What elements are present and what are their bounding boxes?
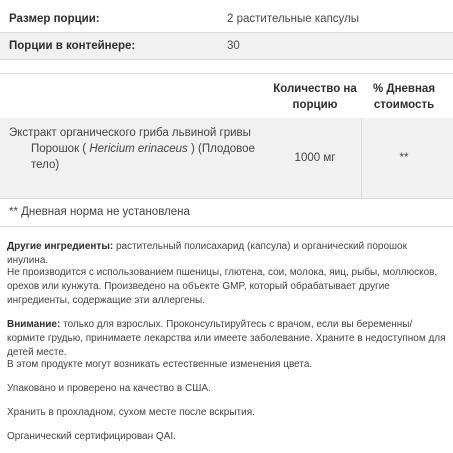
daily-value-footnote-row xyxy=(0,199,453,227)
daily-value-column-header: % Дневная стоимость xyxy=(372,83,436,111)
packed-in-usa-note: Упаковано и проверено на качество в США. xyxy=(7,383,211,394)
organic-certified-note: Органический сертифицирован QAI. xyxy=(7,431,176,442)
ingredient-sub-suffix: ) (Плодовое тело) xyxy=(31,143,255,171)
storage-note: Хранить в прохладном, сухом месте после вскрытия. xyxy=(7,407,255,418)
serving-size-row xyxy=(0,6,453,33)
ingredient-subtitle xyxy=(9,141,259,173)
ingredient-name: Экстракт органического гриба львиной гривы xyxy=(9,127,251,139)
other-ingredients xyxy=(7,240,447,268)
color-variation-note: В этом продукте могут возникать естественные изменения цвета. xyxy=(7,359,313,370)
other-ingredients-label: Другие ингредиенты: xyxy=(7,241,114,252)
warning-text: только для взрослых. Проконсультируйтесь с врачом, если вы беременны/кормите грудью, принимаете лекарства или имеете заболевание. Храните в недоступном для детей месте. xyxy=(7,319,446,358)
ingredient-daily-value: ** xyxy=(399,152,409,164)
warning-label: Внимание: xyxy=(7,319,61,330)
servings-per-container-row xyxy=(0,33,453,60)
ingredient-latin-name: Hericium erinaceus xyxy=(89,143,188,155)
ingredient-sub-prefix: Порошок ( xyxy=(31,143,90,155)
servings-per-container-label: Порции в контейнере: xyxy=(9,40,136,52)
other-ingredients-text: растительный полисахарид (капсула) и органический порошок инулина. xyxy=(7,241,407,266)
servings-per-container-value: 30 xyxy=(227,40,240,52)
serving-size-label: Размер порции: xyxy=(9,13,100,25)
ingredient-cell xyxy=(9,125,259,173)
facts-table-header xyxy=(0,73,453,119)
allergen-statement: Не производится с использованием пшеницы, глютена, сои, молока, яиц, рыбы, моллюсков, орехов или кунжута. Произведено на объекте GMP, который обрабатывает другие ингредиенты, содержащие эти аллергены. xyxy=(7,267,438,306)
daily-value-footnote: ** Дневная норма не установлена xyxy=(9,206,190,218)
ingredient-amount: 1000 мг xyxy=(294,152,336,164)
ingredient-row xyxy=(0,118,453,199)
warning-statement xyxy=(7,318,447,360)
serving-size-value: 2 растительные капсулы xyxy=(227,13,360,25)
amount-column-header: Количество на порцию xyxy=(273,83,357,111)
